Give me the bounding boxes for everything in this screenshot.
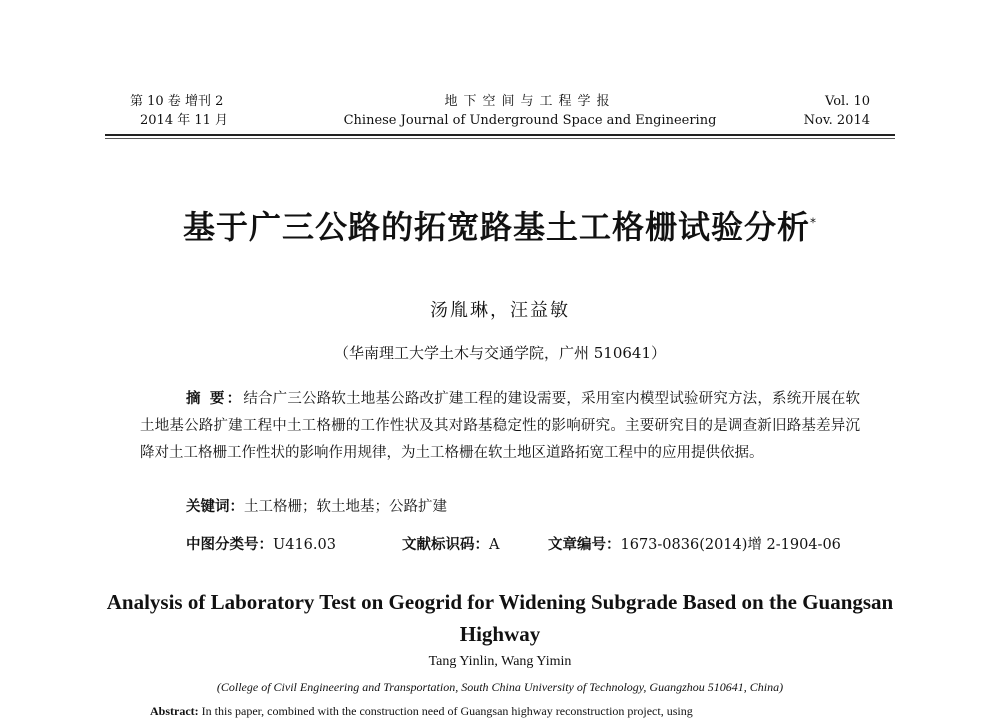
authors-en: Tang Yinlin, Wang Yimin xyxy=(428,654,572,669)
clc-value: U416.03 xyxy=(273,537,336,553)
keywords-cn xyxy=(186,494,447,521)
authors-cn: 汤胤琳，汪益敏 xyxy=(430,300,570,321)
header-date: 2014 年 11 月 xyxy=(140,113,229,128)
abstract-en-label: Abstract: xyxy=(150,704,199,718)
abstract-en-text: In this paper, combined with the construction need of Guangsan highway reconstruction project, using xyxy=(198,704,693,718)
journal-name-cn: 地下空间与工程学报 xyxy=(444,94,616,109)
abstract-cn xyxy=(140,386,860,467)
title-cn-text: 基于广三公路的拓宽路基土工格栅试验分析 xyxy=(182,208,810,246)
document-code xyxy=(402,534,499,556)
paper-title-en: Analysis of Laboratory Test on Geogrid for Widening Subgrade Based on the Guangsan Highway xyxy=(106,590,894,646)
keywords-cn-label: 关键词： xyxy=(186,499,244,515)
journal-name-en: Chinese Journal of Underground Space and Engineering xyxy=(343,113,717,128)
header-vol-en: Vol. 10 xyxy=(825,94,870,109)
affiliation-en: (College of Civil Engineering and Transportation, South China University of Technology, Guangzhou 510641, China) xyxy=(216,680,784,694)
clc-number xyxy=(186,534,336,556)
header-volume-en xyxy=(780,92,870,130)
abstract-cn-text: 结合广三公路软土地基公路改扩建工程的建设需要，采用室内模型试验研究方法，系统开展在软土地基公路扩建工程中土工格栅的工作性状及其对路基稳定性的影响研究。主要研究目的是调查新旧路基差异沉降对土工格栅工作性状的影响作用规律，为土工格栅在软土地区道路拓宽工程中的应用提供依据。 xyxy=(140,391,860,461)
article-number-label: 文章编号： xyxy=(548,537,621,553)
affiliation-cn: （华南理工大学土木与交通学院，广州 510641） xyxy=(333,344,667,362)
paper-title-cn xyxy=(100,202,900,248)
doc-code-label: 文献标识码： xyxy=(402,537,489,553)
abstract-cn-label: 摘 要： xyxy=(186,391,244,407)
header-journal xyxy=(330,92,730,130)
header-rule-thin xyxy=(105,138,895,139)
article-number xyxy=(548,534,841,556)
article-number-value: 1673-0836(2014)增 2-1904-06 xyxy=(620,537,841,553)
header-date-en: Nov. 2014 xyxy=(803,113,870,128)
header-rule-thick xyxy=(105,134,895,136)
clc-label: 中图分类号： xyxy=(186,537,273,553)
keywords-cn-text: 土工格栅；软土地基；公路扩建 xyxy=(244,499,447,515)
header-volume-info xyxy=(130,92,228,130)
abstract-en xyxy=(150,704,890,719)
doc-code-value: A xyxy=(489,537,500,553)
header-volume: 第 10 卷 增刊 2 xyxy=(130,94,224,109)
title-footnote-mark: * xyxy=(810,215,817,230)
